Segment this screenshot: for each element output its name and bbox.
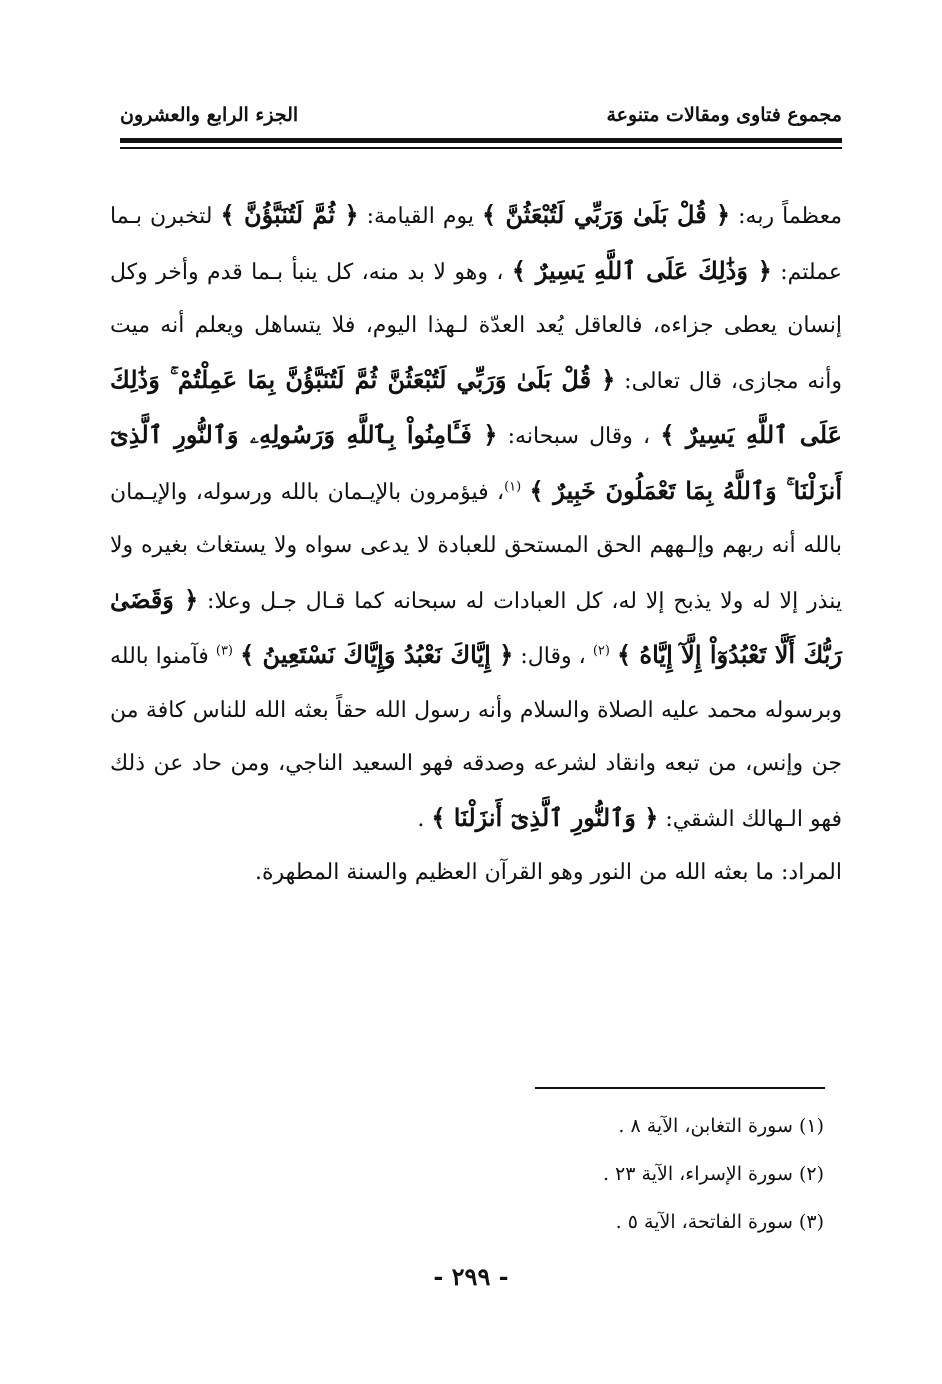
running-header — [120, 104, 842, 136]
header-rule-thick — [120, 138, 842, 143]
text-run: يوم القيامة: — [366, 204, 474, 229]
footnote-ref-2[interactable]: (٢) — [592, 643, 610, 659]
footnote-1: (١) سورة التغابن، الآية ٨ . — [618, 1115, 824, 1137]
page-number: - ٢٩٩ - — [433, 1262, 509, 1291]
footnote-ref-1[interactable]: (١) — [504, 479, 522, 495]
footnotes — [424, 1116, 824, 1260]
main-text — [110, 188, 842, 900]
text-run: ، فيؤمرون بالإيـمان بالله ورسوله، والإيـمان بالله أنه ربهم وإلـههم الحق المستحق للعبادة لا يدعى سواه ولا يستغاث بغيره ولا ينذر إلا له ولا يذبح إلا له، كل العبادات له سبحانه كما قـال جـل وعلا: — [110, 479, 842, 614]
text-run: ، وهو لا بد منه، كل ينبأ بـما قدم وأخر وكل إنسان يعطى جزاءه، فالعاقل يُعد العدّة لـهذا اليوم، فلا يتساهل ويعلم أنه ميت وأنه مجازى، قال تعالى: — [110, 259, 842, 394]
quran-verse: ﴿ قُلْ بَلَىٰ وَرَبِّي لَتُبْعَثُنَّ ﴾ — [482, 200, 731, 229]
header-rule-thin — [120, 147, 842, 149]
footnote-3: (٣) سورة الفاتحة، الآية ٥ . — [615, 1211, 824, 1233]
book-title: مجموع فتاوى ومقالات متنوعة — [606, 104, 842, 126]
text-run: . — [417, 806, 425, 832]
text-run: فآمنوا بالله وبرسوله محمد عليه الصلاة والسلام وأنه رسول الله حقاً بعثه الله للناس كافة من جن وإنس، من تبعه وانقاد لشرعه وصدقه فهو السعيد الناجي، ومن حاد عن ذلك فهو الـهالك الشقي: — [110, 644, 842, 832]
text-run: ، وقال: — [520, 644, 586, 669]
volume-label: الجزء الرابع والعشرون — [120, 104, 299, 126]
quran-verse: ﴿ قُلْ بَلَىٰ وَرَبِّي لَتُبْعَثُنَّ ثُمَّ لَتُنَبَّؤُنَّ بِمَا عَمِلْتُمْ ۚ وَذَٰلِكَ عَلَى ٱللَّهِ يَسِيرٌ ﴾ — [110, 364, 842, 449]
text-run: ، وقال سبحانه: — [507, 424, 651, 449]
text-run: لتخبرن بـما عملتم: — [110, 204, 843, 285]
footnote-2: (٢) سورة الإسراء، الآية ٢٣ . — [602, 1163, 824, 1185]
paragraph-main — [110, 188, 842, 846]
quran-verse: ﴿ وَٱلنُّورِ ٱلَّذِىٓ أَنزَلْنَا ﴾ — [431, 802, 659, 832]
quran-verse: ﴿ ثُمَّ لَتُنَبَّؤُنَّ ﴾ — [220, 200, 359, 229]
quran-verse: ﴿ إِيَّاكَ نَعْبُدُ وَإِيَّاكَ نَسْتَعِينُ ﴾ — [240, 640, 514, 669]
quran-verse: ﴿ وَذَٰلِكَ عَلَى ٱللَّهِ يَسِيرٌ ﴾ — [511, 255, 772, 285]
text-run: معظماً ربه: — [738, 204, 842, 229]
quran-verse: ﴿ فَـَٔامِنُواْ بِٱللَّهِ وَرَسُولِهِۦ وَٱلنُّورِ ٱلَّذِىٓ أَنزَلْنَا ۚ وَٱللَّهُ بِمَا تَعْمَلُونَ خَبِيرٌ ﴾ — [110, 420, 842, 505]
paragraph-second: المراد: ما بعثه الله من النور وهو القرآن العظيم والسنة المطهرة. — [254, 860, 842, 885]
footnote-separator — [535, 1087, 825, 1089]
footnote-ref-3[interactable]: (٣) — [215, 643, 233, 659]
quran-verse: ﴿ وَقَضَىٰ رَبُّكَ أَلَّا تَعْبُدُوٓاْ إِلَّآ إِيَّاهُ ﴾ — [110, 584, 842, 669]
